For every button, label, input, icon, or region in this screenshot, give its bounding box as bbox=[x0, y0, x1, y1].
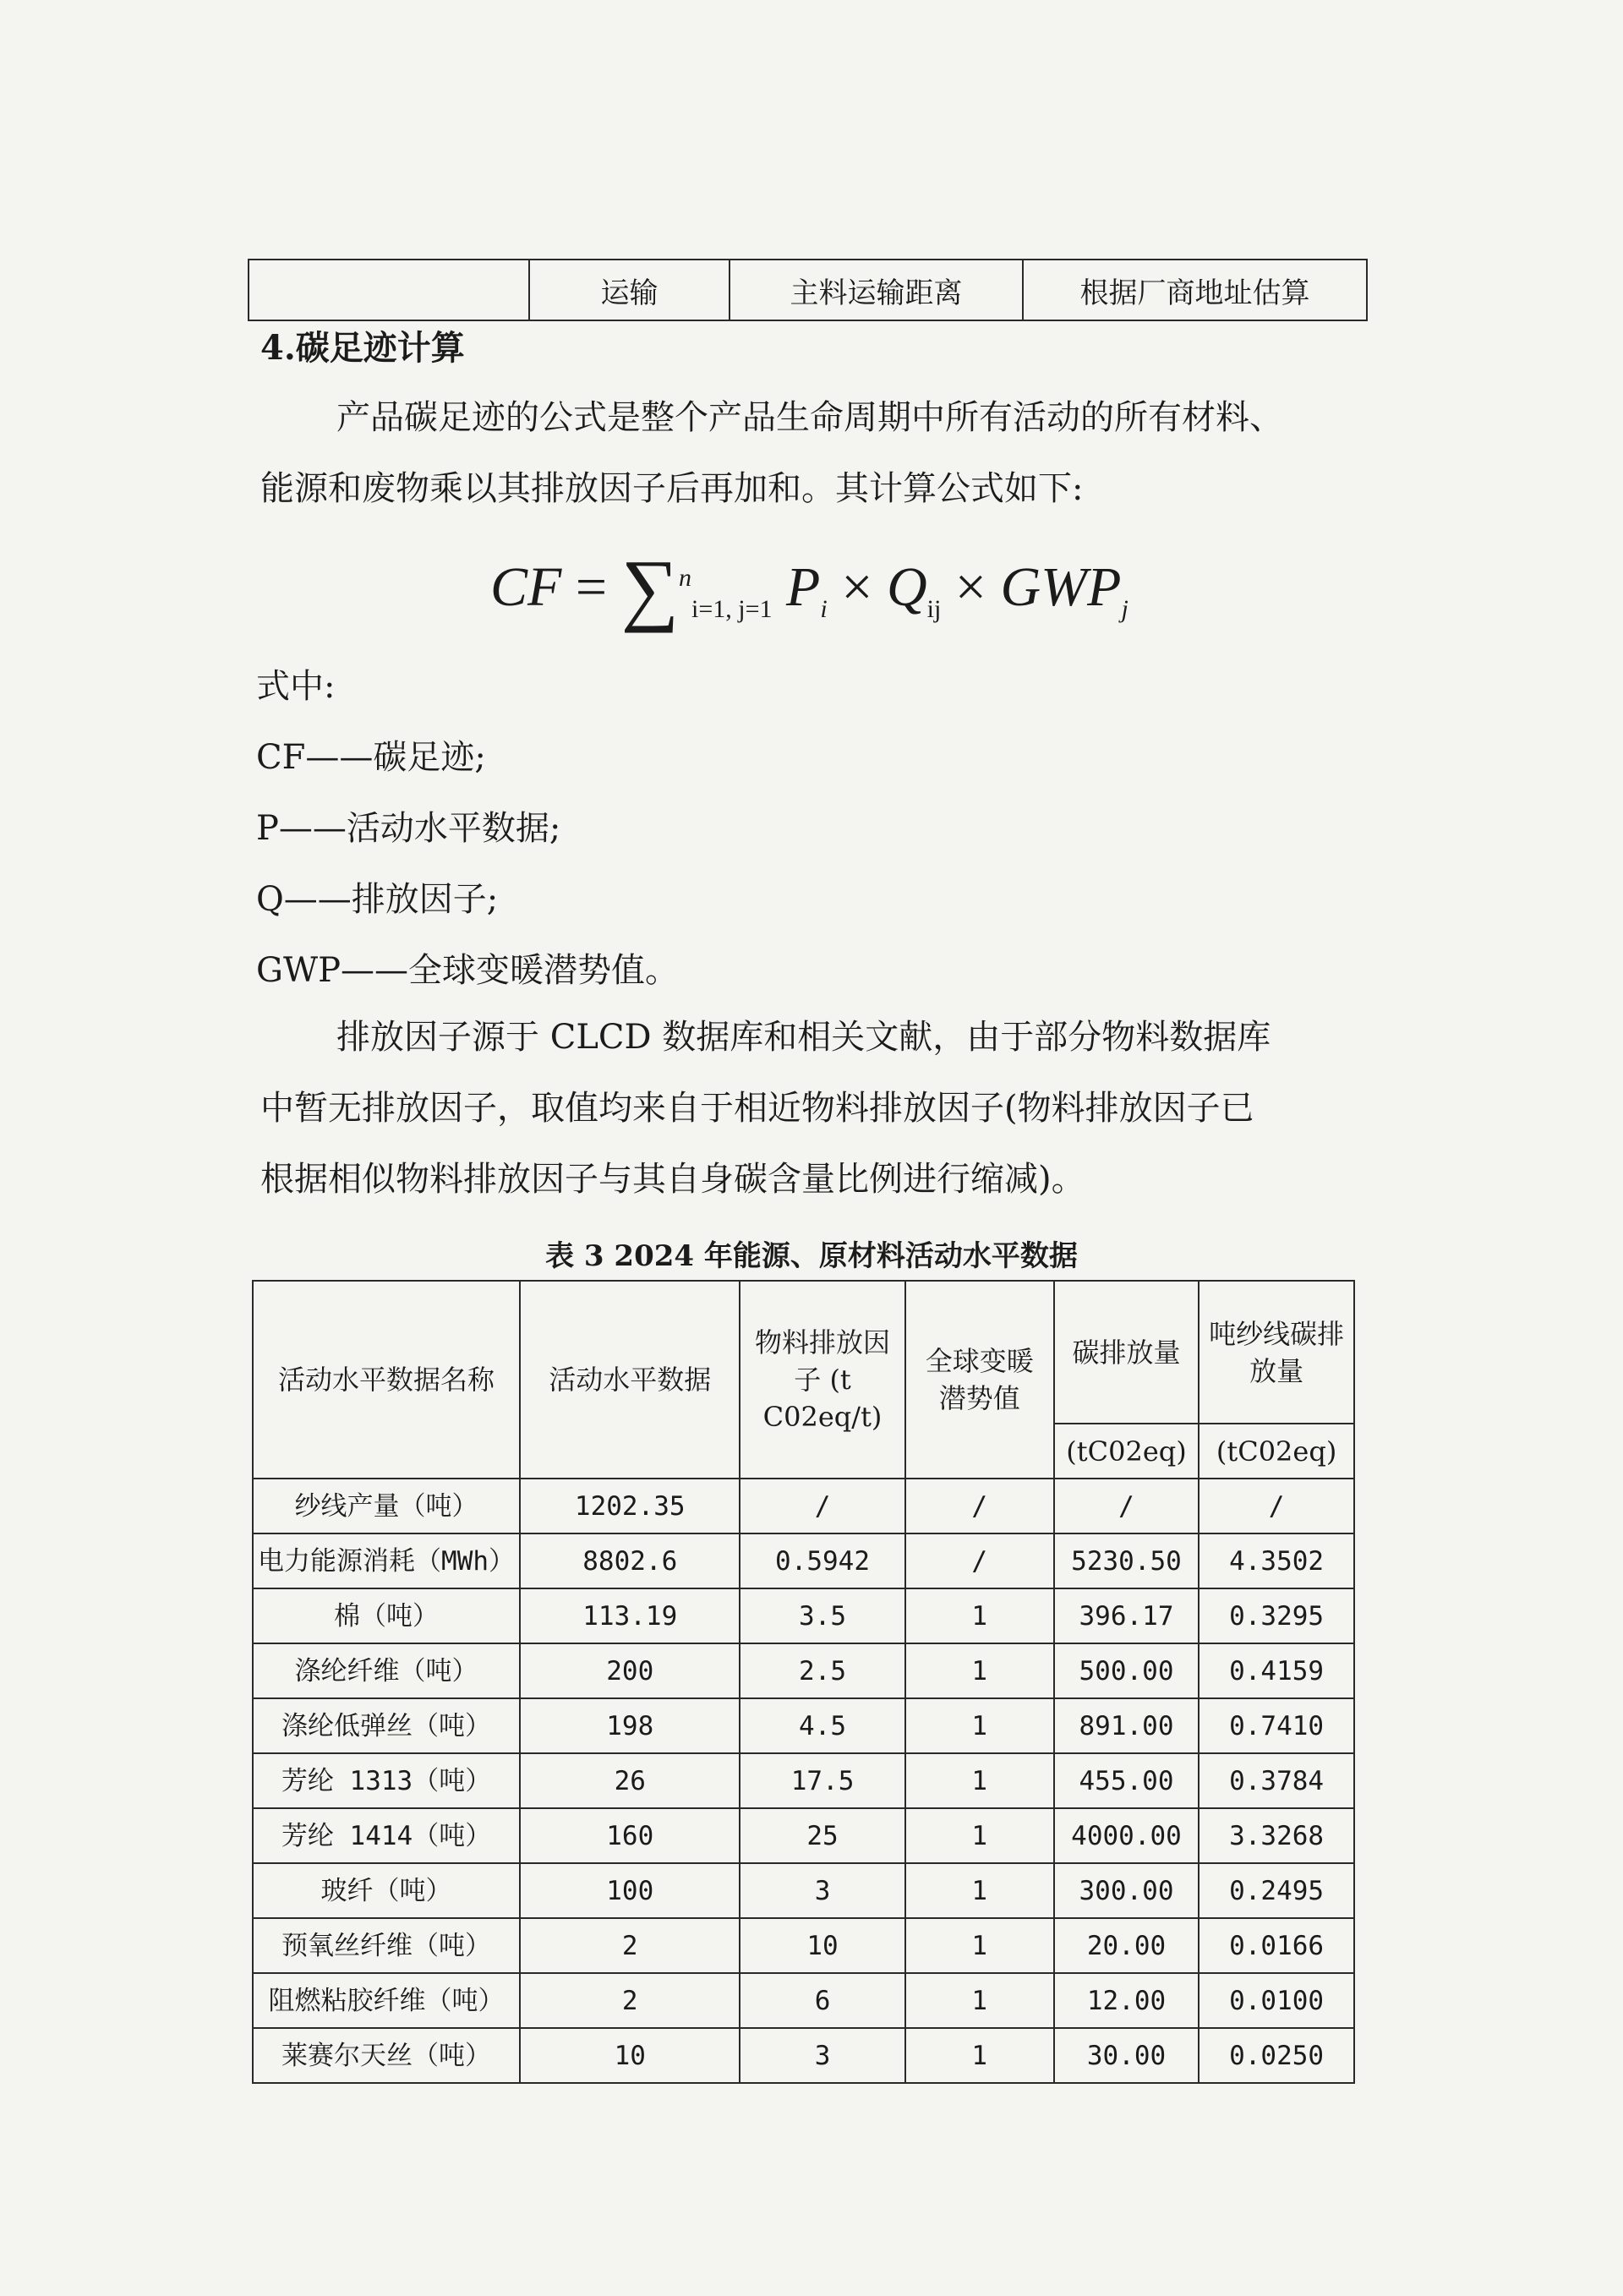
cell-emission: 30.00 bbox=[1054, 2028, 1199, 2083]
table-row bbox=[253, 1643, 1354, 1698]
cell-activity: 200 bbox=[520, 1643, 740, 1698]
cell-activity: 1202.35 bbox=[520, 1479, 740, 1533]
cell-factor: 17.5 bbox=[740, 1753, 904, 1808]
paragraph-line: 根据相似物料排放因子与其自身碳含量比例进行缩减)。 bbox=[260, 1160, 1085, 1199]
cell-factor: 4.5 bbox=[740, 1698, 904, 1753]
formula-p-sub: i bbox=[820, 595, 828, 624]
cell-emission: 5230.50 bbox=[1054, 1533, 1199, 1588]
table-body bbox=[253, 1479, 1354, 2083]
paragraph-line: 能源和废物乘以其排放因子后再加和。其计算公式如下: bbox=[260, 469, 1084, 508]
cell-emission: 12.00 bbox=[1054, 1973, 1199, 2028]
table-row bbox=[253, 1533, 1354, 1588]
header-emission: 碳排放量 bbox=[1054, 1281, 1199, 1424]
cell-name: 电力能源消耗（MWh） bbox=[253, 1533, 520, 1588]
cell-per-ton: 0.3784 bbox=[1199, 1753, 1354, 1808]
formula-times: × bbox=[841, 556, 873, 618]
cell-per-ton: 0.0166 bbox=[1199, 1918, 1354, 1973]
definition-line: Q——排放因子; bbox=[256, 880, 499, 919]
cell-per-ton: 0.2495 bbox=[1199, 1863, 1354, 1918]
cell-emission: 500.00 bbox=[1054, 1643, 1199, 1698]
cell-per-ton: 3.3268 bbox=[1199, 1808, 1354, 1863]
formula-q: Q bbox=[886, 556, 927, 618]
cell-gwp: 1 bbox=[905, 2028, 1054, 2083]
sum-lower-limit: i=1, j=1 bbox=[691, 595, 773, 624]
cell-activity: 8802.6 bbox=[520, 1533, 740, 1588]
formula-gwp-sub: j bbox=[1121, 595, 1128, 624]
cell-factor: 3.5 bbox=[740, 1588, 904, 1643]
table-cell: 根据厂商地址估算 bbox=[1023, 260, 1367, 320]
cell-per-ton: 0.0250 bbox=[1199, 2028, 1354, 2083]
formula-lhs: CF bbox=[490, 556, 562, 618]
table-row bbox=[253, 1479, 1354, 1533]
paragraph-line: 产品碳足迹的公式是整个产品生命周期中所有活动的所有材料、 bbox=[336, 398, 1283, 437]
cell-name: 预氧丝纤维（吨） bbox=[253, 1918, 520, 1973]
cell-name: 阻燃粘胶纤维（吨） bbox=[253, 1973, 520, 2028]
cell-gwp: 1 bbox=[905, 1588, 1054, 1643]
cell-activity: 26 bbox=[520, 1753, 740, 1808]
cell-factor: 25 bbox=[740, 1808, 904, 1863]
intro-paragraph bbox=[260, 382, 1359, 524]
cell-activity: 198 bbox=[520, 1698, 740, 1753]
formula-gwp: GWP bbox=[1000, 556, 1122, 618]
cell-activity: 2 bbox=[520, 1973, 740, 2028]
cell-factor: / bbox=[740, 1479, 904, 1533]
definition-line: 式中: bbox=[256, 667, 336, 706]
header-per-ton-unit: (tC02eq) bbox=[1199, 1424, 1354, 1479]
table-row bbox=[253, 1973, 1354, 2028]
formula-p: P bbox=[786, 556, 821, 618]
table-row bbox=[253, 2028, 1354, 2083]
cell-gwp: 1 bbox=[905, 1643, 1054, 1698]
cell-activity: 113.19 bbox=[520, 1588, 740, 1643]
cell-gwp: 1 bbox=[905, 1753, 1054, 1808]
formula-equals: = bbox=[575, 556, 608, 618]
table-header-row bbox=[253, 1281, 1354, 1424]
header-per-ton: 吨纱线碳排放量 bbox=[1199, 1281, 1354, 1424]
cell-activity: 10 bbox=[520, 2028, 740, 2083]
paragraph-line: 中暂无排放因子，取值均来自于相近物料排放因子(物料排放因子已 bbox=[260, 1089, 1254, 1128]
carbon-footprint-formula bbox=[490, 541, 1128, 651]
table-cell: 主料运输距离 bbox=[730, 260, 1023, 320]
table-row bbox=[253, 1698, 1354, 1753]
table-row bbox=[249, 260, 1367, 320]
definition-line: GWP——全球变暖潜势值。 bbox=[256, 951, 679, 990]
cell-factor: 3 bbox=[740, 2028, 904, 2083]
cell-per-ton: 0.4159 bbox=[1199, 1643, 1354, 1698]
cell-per-ton: 0.0100 bbox=[1199, 1973, 1354, 2028]
cell-factor: 2.5 bbox=[740, 1643, 904, 1698]
table-row bbox=[253, 1863, 1354, 1918]
paragraph-line: 排放因子源于 CLCD 数据库和相关文献，由于部分物料数据库 bbox=[336, 1018, 1271, 1057]
cell-name: 纱线产量（吨） bbox=[253, 1479, 520, 1533]
cell-emission: 396.17 bbox=[1054, 1588, 1199, 1643]
header-name: 活动水平数据名称 bbox=[253, 1281, 520, 1479]
cell-per-ton: 0.3295 bbox=[1199, 1588, 1354, 1643]
cell-activity: 100 bbox=[520, 1863, 740, 1918]
cell-per-ton: 4.3502 bbox=[1199, 1533, 1354, 1588]
activity-data-table bbox=[252, 1280, 1355, 2084]
cell-factor: 6 bbox=[740, 1973, 904, 2028]
cell-per-ton: / bbox=[1199, 1479, 1354, 1533]
cell-name: 涤纶低弹丝（吨） bbox=[253, 1698, 520, 1753]
cell-gwp: 1 bbox=[905, 1918, 1054, 1973]
cell-name: 莱赛尔天丝（吨） bbox=[253, 2028, 520, 2083]
table-caption: 表 3 2024 年能源、原材料活动水平数据 bbox=[545, 1239, 1078, 1273]
cell-gwp: / bbox=[905, 1533, 1054, 1588]
cell-factor: 0.5942 bbox=[740, 1533, 904, 1588]
definition-line: CF——碳足迹; bbox=[256, 738, 486, 777]
formula-definitions bbox=[256, 651, 679, 1006]
table-row bbox=[253, 1808, 1354, 1863]
transport-table-fragment bbox=[248, 259, 1368, 321]
cell-factor: 10 bbox=[740, 1918, 904, 1973]
cell-name: 涤纶纤维（吨） bbox=[253, 1643, 520, 1698]
sum-upper-limit: n bbox=[679, 564, 692, 592]
section-heading: 4.碳足迹计算 bbox=[260, 328, 465, 368]
cell-emission: 4000.00 bbox=[1054, 1808, 1199, 1863]
cell-emission: 455.00 bbox=[1054, 1753, 1199, 1808]
table-row bbox=[253, 1588, 1354, 1643]
cell-gwp: 1 bbox=[905, 1808, 1054, 1863]
formula-times: × bbox=[954, 556, 987, 618]
cell-per-ton: 0.7410 bbox=[1199, 1698, 1354, 1753]
red-stamp-fragment bbox=[1572, 1682, 1623, 1834]
cell-emission: / bbox=[1054, 1479, 1199, 1533]
table-cell: 运输 bbox=[529, 260, 730, 320]
cell-name: 棉（吨） bbox=[253, 1588, 520, 1643]
cell-emission: 20.00 bbox=[1054, 1918, 1199, 1973]
header-emission-unit: (tC02eq) bbox=[1054, 1424, 1199, 1479]
cell-gwp: 1 bbox=[905, 1698, 1054, 1753]
summation-symbol: ∑ bbox=[620, 543, 680, 633]
source-paragraph bbox=[260, 1002, 1359, 1215]
cell-name: 芳纶 1414（吨） bbox=[253, 1808, 520, 1863]
cell-emission: 300.00 bbox=[1054, 1863, 1199, 1918]
formula-q-sub: ij bbox=[926, 595, 942, 624]
cell-emission: 891.00 bbox=[1054, 1698, 1199, 1753]
definition-line: P——活动水平数据; bbox=[256, 809, 561, 848]
header-gwp: 全球变暖潜势值 bbox=[905, 1281, 1054, 1479]
cell-gwp: 1 bbox=[905, 1973, 1054, 2028]
cell-name: 芳纶 1313（吨） bbox=[253, 1753, 520, 1808]
cell-gwp: / bbox=[905, 1479, 1054, 1533]
cell-activity: 2 bbox=[520, 1918, 740, 1973]
table-row bbox=[253, 1918, 1354, 1973]
header-factor: 物料排放因子 (t C02eq/t) bbox=[740, 1281, 904, 1479]
cell-name: 玻纤（吨） bbox=[253, 1863, 520, 1918]
cell-factor: 3 bbox=[740, 1863, 904, 1918]
table-cell bbox=[249, 260, 529, 320]
cell-gwp: 1 bbox=[905, 1863, 1054, 1918]
cell-activity: 160 bbox=[520, 1808, 740, 1863]
header-activity: 活动水平数据 bbox=[520, 1281, 740, 1479]
table-row bbox=[253, 1753, 1354, 1808]
